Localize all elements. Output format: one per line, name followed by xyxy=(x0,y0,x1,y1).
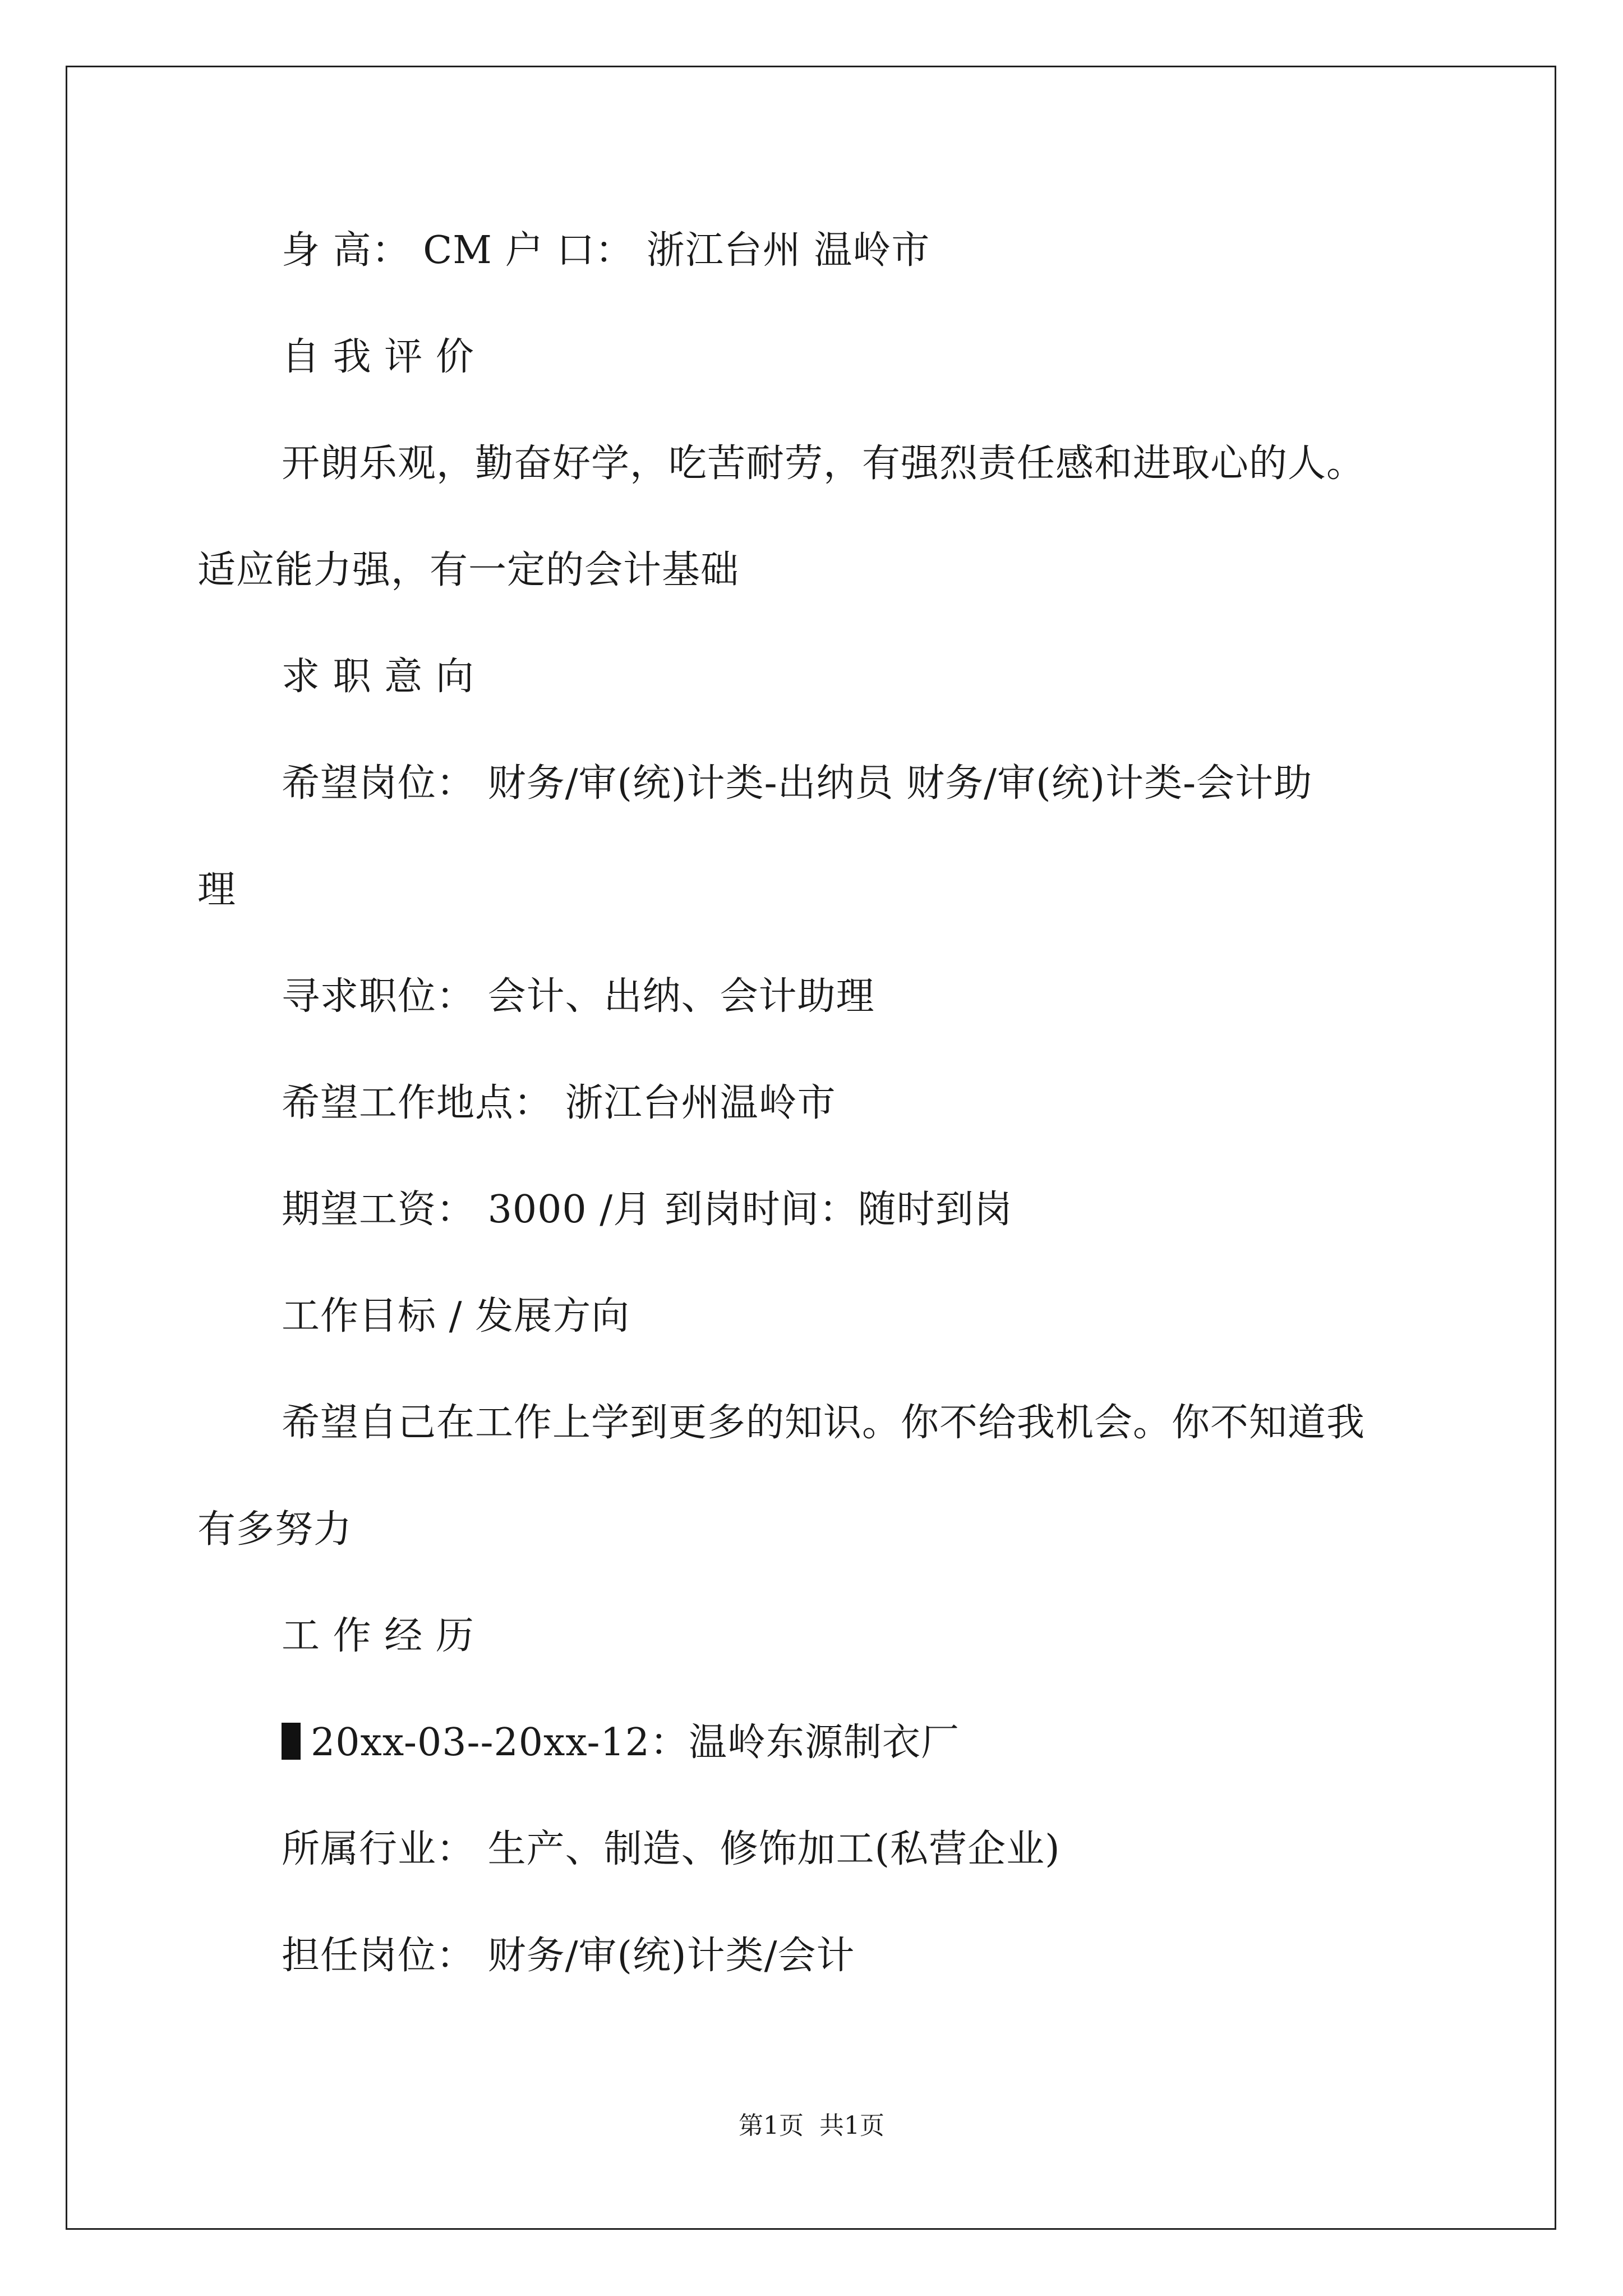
salary-line: 期望工资： 3000 /月 到岗时间：随时到岗 xyxy=(282,1188,1013,1232)
height-hukou-line: 身 高： CM 户 口： 浙江台州 温岭市 xyxy=(282,228,930,273)
industry-line: 所属行业： 生产、制造、修饰加工(私营企业) xyxy=(282,1827,1061,1871)
goal-text-1: 希望自己在工作上学到更多的知识。你不给我机会。你不知道我 xyxy=(282,1401,1366,1445)
experience-entry xyxy=(282,1720,960,1765)
experience-entry-text: 20xx-03--20xx-12：温岭东源制衣厂 xyxy=(311,1720,960,1765)
self-evaluation-text-2: 适应能力强，有一定的会计基础 xyxy=(197,548,740,592)
self-evaluation-heading: 自 我 评 价 xyxy=(282,335,474,379)
sought-position-line: 寻求职位： 会计、出纳、会计助理 xyxy=(282,974,875,1019)
self-evaluation-text-1: 开朗乐观，勤奋好学，吃苦耐劳，有强烈责任感和进取心的人。 xyxy=(282,441,1366,486)
page-border xyxy=(66,66,1556,2230)
desired-position-line-1: 希望岗位： 财务/审(统)计类-出纳员 财务/审(统)计类-会计助 xyxy=(282,761,1313,806)
block-bullet-icon xyxy=(282,1723,301,1760)
goal-text-2: 有多努力 xyxy=(197,1507,353,1552)
page-number: 第1页 xyxy=(739,2111,804,2140)
work-location-line: 希望工作地点： 浙江台州温岭市 xyxy=(282,1081,836,1125)
job-intention-heading: 求 职 意 向 xyxy=(282,655,474,699)
goal-heading: 工作目标 / 发展方向 xyxy=(282,1294,630,1338)
page-total: 共1页 xyxy=(819,2111,884,2140)
page-footer xyxy=(0,2109,1623,2143)
role-line: 担任岗位： 财务/审(统)计类/会计 xyxy=(282,1934,855,1978)
desired-position-line-2: 理 xyxy=(197,868,237,912)
work-experience-heading: 工 作 经 历 xyxy=(282,1614,474,1658)
